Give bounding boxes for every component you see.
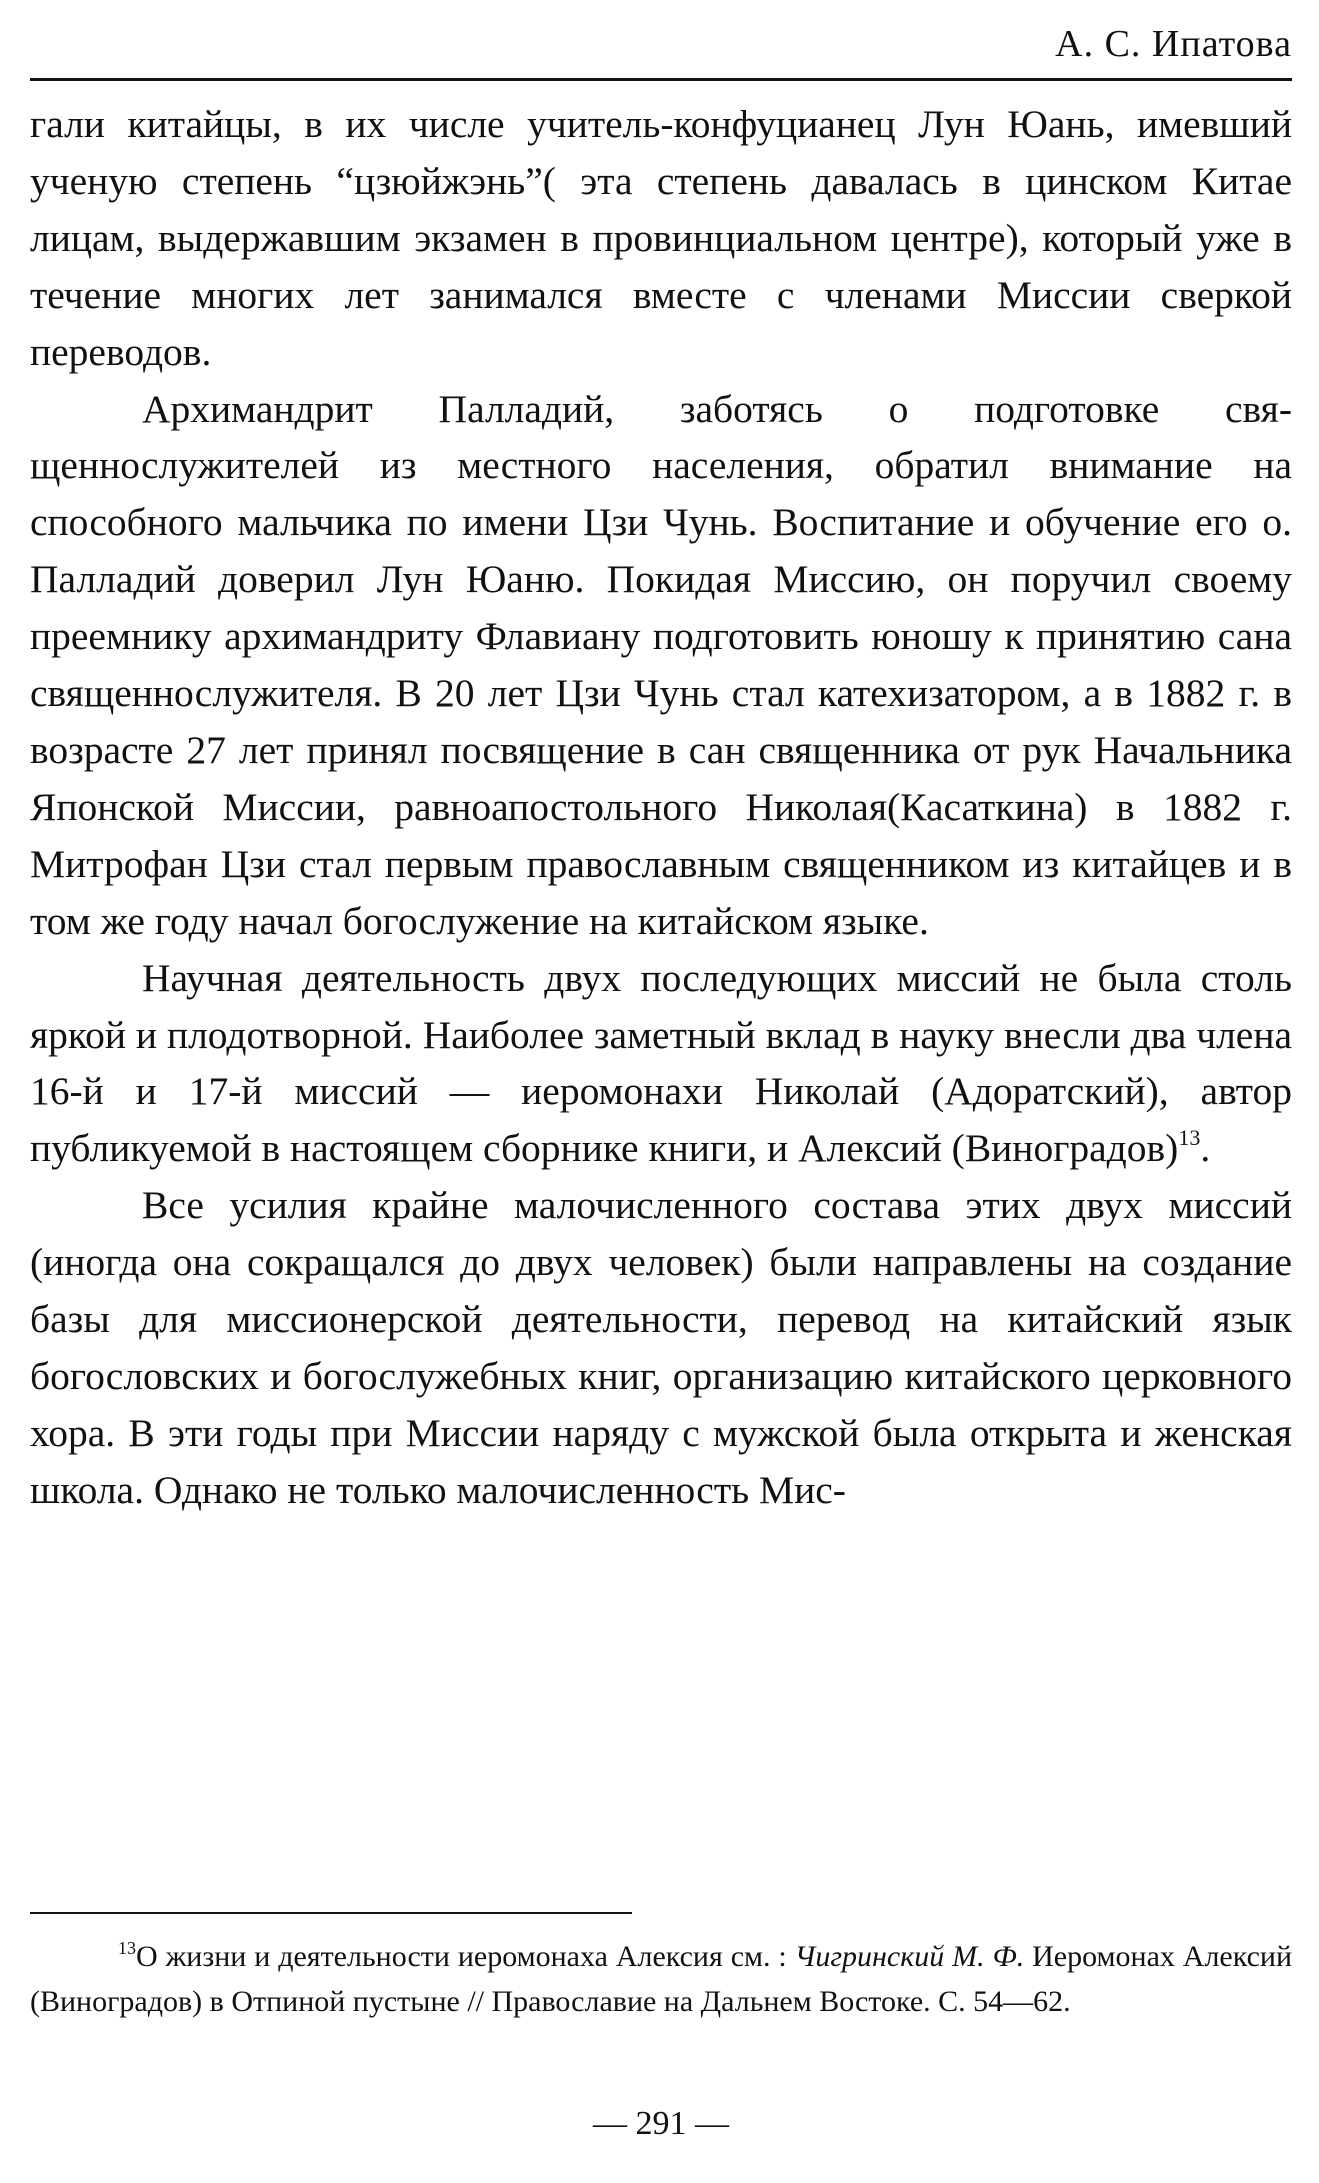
paragraph-2: Архимандрит Палладий, заботясь о подготовке священнослужителей из местного населения, обратил внимание на способного мальчика по имени Цзи Чунь. Воспитание и обучение его о. Палладий доверил Лун Юаню. Покидая Миссию, он поручил своему преемнику архимандриту Флавиану подготовить юношу к принятию сана священнослужителя. В 20 лет Цзи Чунь стал катехизатором, а в 1882 г. в возрасте 27 лет принял посвящение в сан священника от рук Начальника Японской Миссии, равноапостольного Николая(Касаткина) в 1882 г. Митрофан Цзи стал первым православным священником из китайцев и в том же году начал богослужение на китайском языке. [30, 386, 1292, 943]
paragraph-1: гали китайцы, в их числе учитель-конфуцианец Лун Юань, имевший ученую степень “цзюйжэнь”( эта степень давалась в цинском Китае лицам, выдержавшим экзамен в провинциальном центре), который уже в течение многих лет занимался вместе с членами Миссии сверкой переводов. [30, 102, 1292, 374]
paragraph-3 [30, 950, 1292, 1178]
footnote-number: 13 [118, 1938, 136, 1958]
footnote-rule [30, 1912, 632, 1914]
paragraph-3-text: Научная деятельность двух последующих миссий не была столь яркой и плодотворной. Наиболее заметный вклад в науку внесли два члена 16-й и 17-й миссий — иеромонахи Николай (Адоратский), автор публикуемой в настоящем сборнике книги, и Алексий (Виноградов) [30, 955, 1292, 1171]
footnote-lead: О жизни и деятельности иеромонаха Алексия см. : [136, 1940, 795, 1973]
paragraph-3-end: . [1200, 1126, 1211, 1171]
footnote [30, 1934, 1292, 2024]
running-head: А. С. Ипатова [1055, 23, 1292, 65]
body-text [30, 96, 1292, 1519]
footnote-author: Чигринский М. Ф. [794, 1940, 1025, 1973]
footnote-reference: 13 [1178, 1125, 1201, 1151]
page-number: — 291 — [593, 2105, 729, 2142]
paragraph-4: Все усилия крайне малочисленного состава этих двух миссий (иногда она сокращался до двух человек) были направлены на создание базы для миссионерской деятельности, перевод на китайский язык богословских и богослужебных книг, организацию китайского церковного хора. В эти годы при Миссии наряду с мужской была открыта и женская школа. Однако не только малочисленность Мис- [30, 1183, 1292, 1512]
header-rule [30, 78, 1292, 81]
footnote-rest: Иеромонах Алексий (Виноградов) в Отпиной пустыне // Православие на Дальнем Востоке. С. 54—62. [30, 1940, 1292, 2018]
book-page [30, 0, 1292, 2183]
